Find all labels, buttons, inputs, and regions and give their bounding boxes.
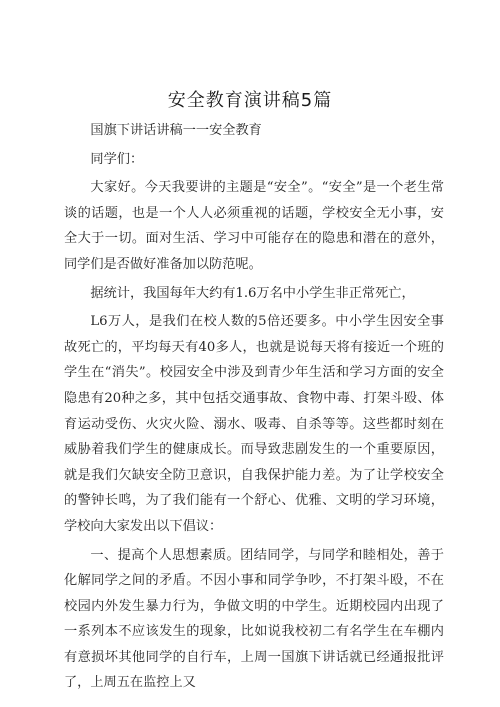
paragraph-salutation: 同学们： xyxy=(90,151,144,167)
paragraph-subtitle: 国旗下讲话讲稿一一安全教育 xyxy=(90,123,262,138)
paragraph-statistics: 据统计，我国每年大约有1.6万名中小学生非正常死亡， xyxy=(90,285,415,301)
paragraph-proposal-one: 一、提高个人思想素质。团结同学，与同学和睦相处，善于化解同学之间的矛盾。不因小事和同学争吵，不打架斗殴，不在校园内外发生暴力行为，争做文明的中学生。近期校园内出现了一系列本不应该发生的现象，比如说我校初二有名学生在车棚内有意损坏其他同学的自行车，上周一国旗下讲话就已经通报批评了，上周五在监控上又 xyxy=(64,547,444,691)
paragraph-greeting: 大家好。今天我要讲的主题是“安全”。“安全”是一个老生常谈的话题，也是一个人人必须重视的话题，学校安全无小事，安全大于一切。面对生活、学习中可能存在的隐患和潜在的意外，同学们是否做好准备加以防范呢。 xyxy=(64,180,444,272)
paragraph-risks: L6万人，是我们在校人数的5倍还要多。中小学生因安全事故死亡的，平均每天有40多人，也就是说每天将有接近一个班的学生在“消失”。校园安全中涉及到青少年生活和学习方面的安全隐患有20种之多，其中包括交通事故、食物中毒、打架斗殴、体育运动受伤、火灾火险、溺水、吸毒、自杀等等。这些都时刻在威胁着我们学生的健康成长。而导致悲剧发生的一个重要原因，就是我们欠缺安全防卫意识，自我保护能力差。为了让学校安全的警钟长鸣，为了我们能有一个舒心、优雅、文明的学习环境，学校向大家发出以下倡议： xyxy=(64,314,444,534)
document-title: 安全教育演讲稿5篇 xyxy=(167,90,333,111)
document-body xyxy=(64,118,444,696)
